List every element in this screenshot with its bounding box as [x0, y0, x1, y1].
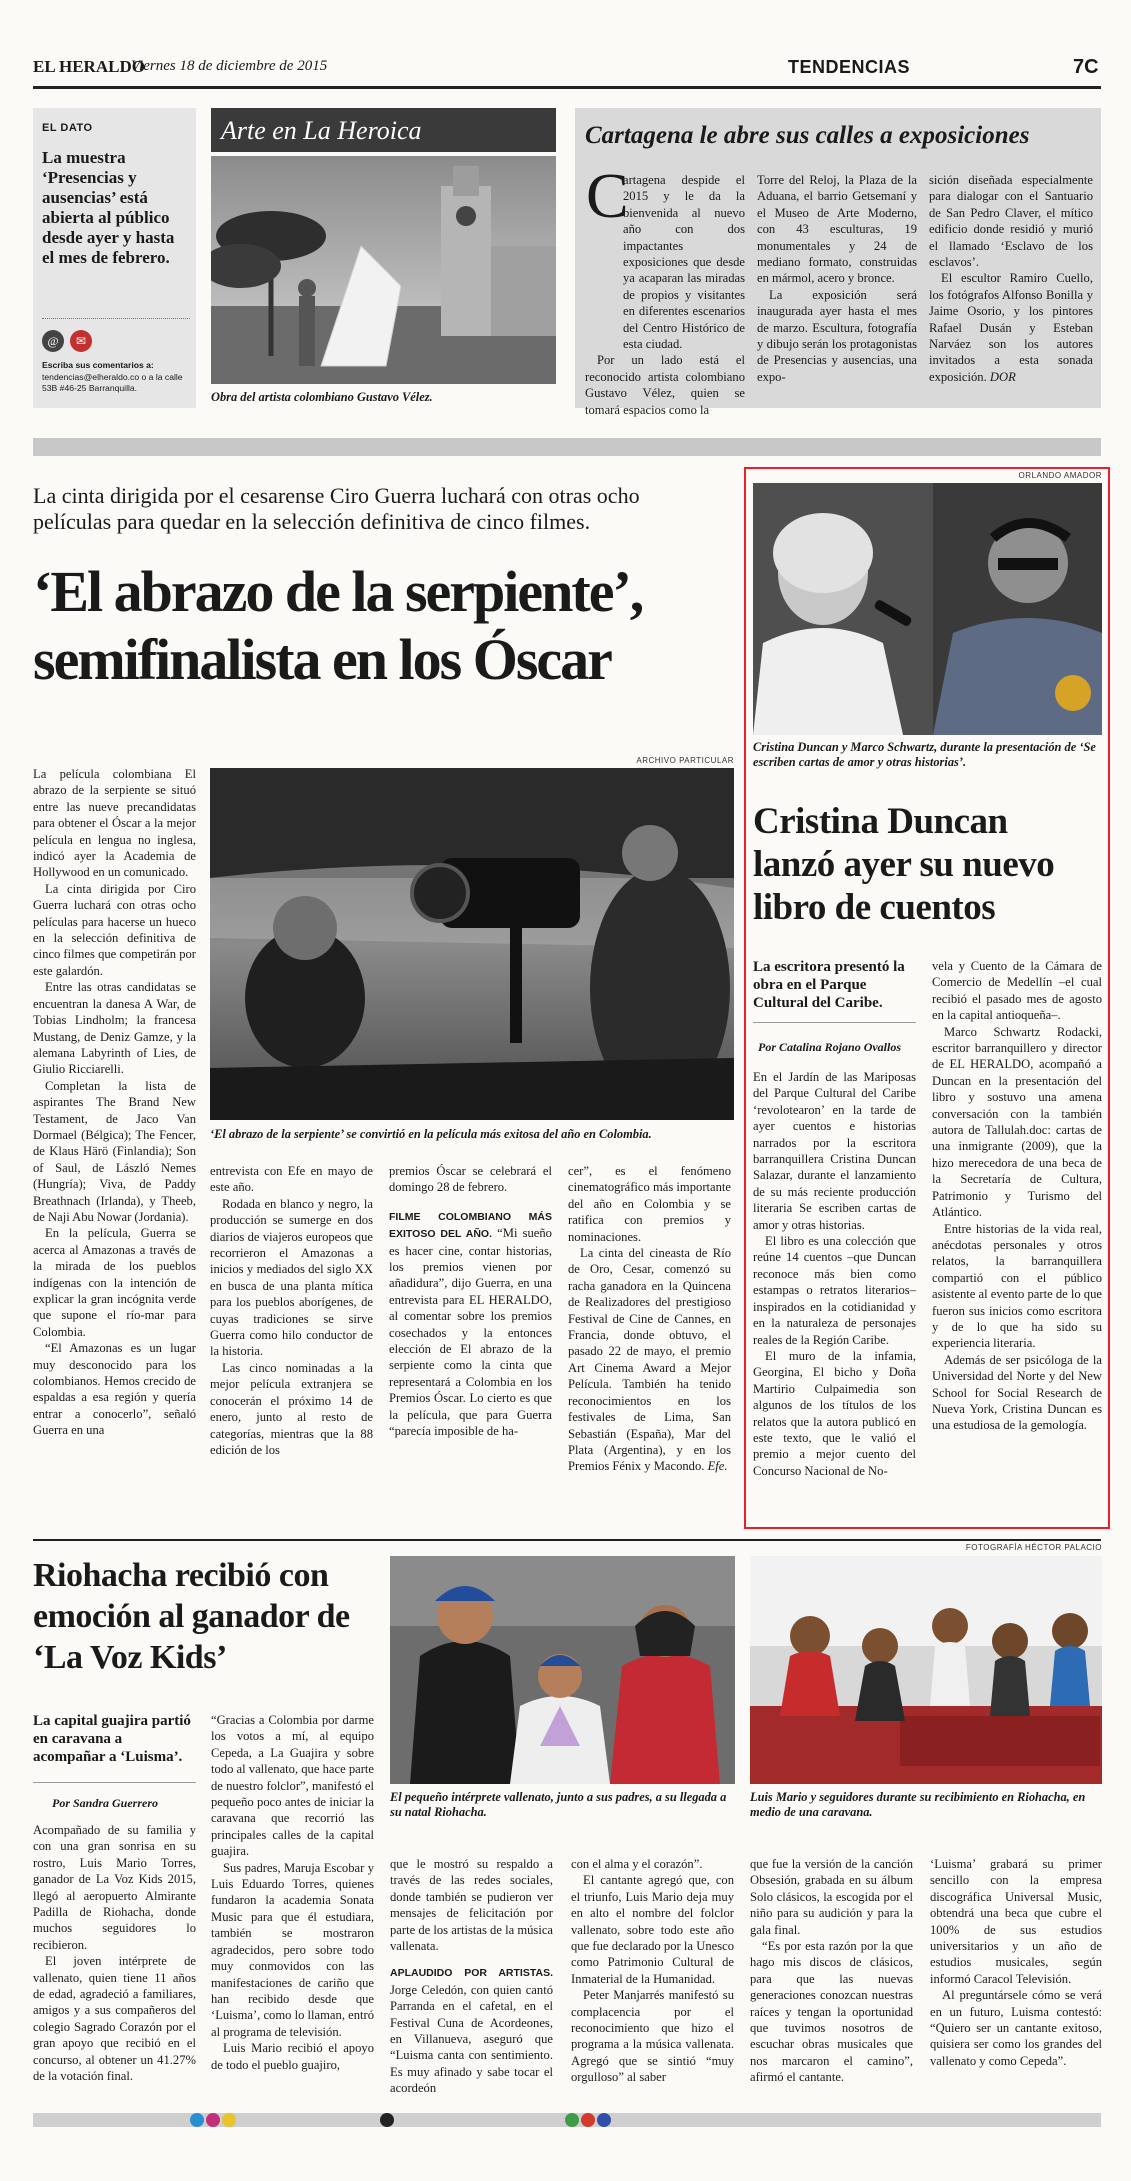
riohacha-photo-2 [750, 1556, 1102, 1784]
register-dot-red [581, 2113, 595, 2127]
cartagena-col2: Torre del Reloj, la Plaza de la Aduana, el barrio Getsemaní y el Museo de Arte Moderno, con 43 esculturas, 19 monumentales y 24 de mediano formato, construidas en mármol, acero y bronce. La exposición será inaugurada ayer hasta el mes de marzo. Escultura, fotografía y dibujo serán los protagonistas de Presencias y ausencias, una expo- [757, 173, 917, 384]
register-dot-cyan [190, 2113, 204, 2127]
arte-banner-title: Arte en La Heroica [221, 116, 422, 145]
abrazo-headline-2: semifinalista en los Óscar [33, 627, 611, 692]
register-dot-green [565, 2113, 579, 2127]
cartagena-col1: artagena despide el 2015 y le da la bienvenida al nuevo año con dos impactantes exposiciones que desde ya acaparan las miradas de propios y visitantes en diferentes escenarios del Centro Histórico de esta ciudad. Por un lado está el reconocido artista colombiano Gustavo Vélez, quien se tomará espacios como la [585, 173, 745, 417]
riohacha-rule [33, 1539, 1101, 1541]
riohacha-byline-rule [33, 1782, 196, 1783]
abrazo-col3: premios Óscar se celebrará el domingo 28 de febrero. FILME COLOMBIANO MÁS EXITOSO DEL AÑO. “Mi sueño es hacer cine, contar historias, los premios vienen por añadidura”, dijo Guerra, en una entrevista para EL HERALDO, al comentar sobre los premios cosechados y la entonces elección de El abrazo de la serpiente como la cinta que representará a Colombia en los Premios Óscar. Lo cierto es que la película, que para Guerra “parecía imposible de ha- [389, 1164, 552, 1439]
cartagena-col3: sición diseñada especialmente para dialogar con el Santuario de San Pedro Claver, el mítico edificio donde residió y murió el llamado ‘Esclavo de los esclavos’. El escultor Ramiro Cuello, los fotógrafos Alfonso Bonilla y Jaime Osorio, y los pintores Rafael Dusán y Esteban Narváez son los autores invitados a esta sonada exposición. DOR [929, 173, 1093, 384]
duncan-headline: Cristina Duncan lanzó ayer su nuevo libro de cuentos [753, 801, 1055, 928]
riohacha-sub: La capital guajira partió en caravana a acompañar a ‘Luisma’. [33, 1713, 191, 1765]
riohacha-col1: Acompañado de su familia y con una gran sonrisa en su rostro, Luis Mario Torres, ganador de La Voz Kids 2015, llegó al aeropuerto Almirante Padilla de Riohacha, donde muchos seguidores lo recibieron. El joven intérprete de vallenato, quien tiene 11 años de edad, agradeció a familiares, amigos y a sus compañeros del colegio Sagrado Corazón por el gran apoyo que recibió en el concurso, al obtener un 41.27% de la votación final. [33, 1823, 196, 2084]
twitter-icon[interactable]: @ [42, 330, 64, 352]
cartagena-dropcap: C [586, 160, 629, 231]
duncan-byline-rule [753, 1022, 916, 1023]
arte-caption: Obra del artista colombiano Gustavo Vélez. [211, 390, 433, 404]
abrazo-caption: ‘El abrazo de la serpiente’ se convirtió en la película más exitosa del año en Colombia. [210, 1127, 652, 1141]
el-dato-text: La muestra ‘Presencias y ausencias’ está abierta al público desde ayer y hasta el mes de febrero. [42, 148, 175, 267]
riohacha-caption-2: Luis Mario y seguidores durante su recibimiento en Riohacha, en medio de una caravana. [750, 1790, 1086, 1819]
cartagena-signature: DOR [989, 369, 1016, 384]
comments-label: Escriba sus comentarios a: [42, 360, 154, 370]
riohacha-byline: Por Sandra Guerrero [52, 1796, 159, 1810]
riohacha-col5: que fue la versión de la canción Obsesión, grabada en su álbum Solo clásicos, la escogida por el niño para su audición y para la gala final. “Es por esta razón por la que hago mis discos de clásicos, para que las nuevas generaciones conozcan nuestras raíces y tengan la oportunidad que tuvimos nosotros de escuchar obras musicales que nos marcaron el camino”, afirmó el cantante. [750, 1857, 913, 2085]
duncan-caption: Cristina Duncan y Marco Schwartz, durante la presentación de ‘Se escriben cartas de amor y otras historias’. [753, 740, 1096, 769]
cartagena-title: Cartagena le abre sus calles a exposiciones [585, 122, 1030, 149]
abrazo-photo [210, 768, 734, 1120]
riohacha-headline: Riohacha recibió con emoción al ganador de ‘La Voz Kids’ [33, 1557, 350, 1676]
riohacha-caption-1: El pequeño intérprete vallenato, junto a sus padres, a su llegada a su natal Riohacha. [390, 1790, 727, 1819]
masthead-date: Viernes 18 de diciembre de 2015 [131, 58, 328, 74]
riohacha-col6: ‘Luisma’ grabará su primer sencillo con la empresa discográfica Universal Music, obtendrá una beca que cubre el 100% de sus estudios universitarios y un año de estudios musicales, según informó Caracol Televisión. Al preguntársele cómo se verá en un futuro, Luisma contestó: “Quiero ser un cantante exitoso, quisiera ser como los grandes del vallenato y como Cepeda”. [930, 1857, 1102, 2068]
section-band [33, 438, 1101, 456]
abrazo-kicker: La cinta dirigida por el cesarense Ciro Guerra luchará con otras ocho películas para quedar en la selección definitiva de cinco filmes. [33, 483, 640, 534]
abrazo-col4: cer”, es el fenómeno cinematográfico más importante del año en Colombia y se ratifica con premios y nominaciones. La cinta del cineasta de Río de Oro, Cesar, comenzó su racha ganadora en la Quincena de Realizadores del prestigioso Festival de Cine de Cannes, en Francia, donde obtuvo, el pasado 22 de mayo, el premio Art Cinema Award a Mejor Película. También ha tenido reconocimientos en los festivales de Lima, San Sebastián (España), Mar del Plata (Argentina), y en los Premios Fénix y Macondo. Efe. [568, 1164, 731, 1474]
abrazo-photo-credit: ARCHIVO PARTICULAR [636, 756, 734, 765]
duncan-col2: vela y Cuento de la Cámara de Comercio de Medellín –el cual recibió el pasado mes de agosto en la capital antioqueña–. Marco Schwartz Rodacki, escritor barranquillero y director de EL HERALDO, acompañó a Duncan en la presentación del libro y sostuvo una amena conversación con la también autora de Tallulah.doc: cartas de una inmigrante (2009), que la hizo merecedora de una beca de la Secretaría de Cultura, Patrimonio y Turismo del Atlántico. Entre historias de la vida real, anécdotas personales y otros relatos, la barranquillera compartió con el público asistente al evento parte de lo que fueron sus inicios como escritora y de lo que ha sido su experiencia literaria. Además de ser psicóloga de la Universidad del Norte y del New School for Social Research de Nueva York, Cristina Duncan es una estudiosa de la gemología. [932, 959, 1102, 1433]
duncan-col1: En el Jardín de las Mariposas del Parque Cultural del Caribe ‘revolotearon’ en la tarde de ayer cuentos e historias narrados por la escritora barranquillera Cristina Duncan Salazar, durante el lanzamiento de su más reciente producción literaria Se escriben cartas de amor y otras historias. El libro es una colección que reúne 14 cuentos –que Duncan reconoce más bien como estampas o retratos literarios– inspirados en la cotidianidad y en la naturaleza de personajes reales de la Región Caribe. El muro de la infamia, Georgina, El bicho y Doña Martirio Culpaimedia son algunos de los títulos de los relatos que la autora publicó en este texto, que le valió el premio a mejor cuento del Concurso Nacional de No- [753, 1070, 916, 1478]
arte-photo [211, 156, 556, 384]
el-dato-divider [42, 318, 190, 319]
masthead-paper: EL HERALDO [33, 57, 145, 76]
duncan-byline: Por Catalina Rojano Ovallos [758, 1040, 902, 1054]
riohacha-subhead: APLAUDIDO POR ARTISTAS. [390, 1967, 553, 1980]
abrazo-col1: La película colombiana El abrazo de la serpiente se situó entre las nueve precandidatas para obtener el Óscar a la mejor película en lengua no inglesa, indicó ayer la Academia de Hollywood en un comunicado. La cinta dirigida por Ciro Guerra luchará con otras ocho películas para hacerse un hueco en la selección definitiva de cinco filmes que competirán por este galardón. Entre las otras candidatas se encuentran la danesa A War, de Tobias Lindholm; la francesa Mustang, de Deniz Gamze, y la alemana Labyrinth of Lies, de Giulio Ricciarelli. Completan la lista de aspirantes The Brand New Testament, de Jaco Van Dormael (Bélgica); The Fencer, de Klaus Härö (Finlandia); Son of Saul, de László Nemes (Hungría); Viva, de Paddy Breathnach (Irlanda), y Theeb, de Naji Abu Nowar (Jordania). En la película, Guerra se acerca al Amazonas a través de la mirada de los pueblos indígenas con la intención de explicar la gran incógnita verde que supone el río-mar para Colombia. “El Amazonas es un lugar muy desconocido para los colombianos. Hemos crecido de espaldas a esa región y quería entrar a conocerlo”, señaló Guerra en una [33, 767, 196, 1438]
header-rule [33, 86, 1101, 89]
abrazo-headline-1: ‘El abrazo de la serpiente’, [33, 559, 643, 624]
email-icon[interactable]: ✉ [70, 330, 92, 352]
duncan-sub: La escritora presentó la obra en el Parque Cultural del Caribe. [753, 959, 905, 1011]
register-dot-yellow [222, 2113, 236, 2127]
riohacha-col4: con el alma y el corazón”. El cantante agregó que, con el triunfo, Luis Mario deja muy en alto el nombre del folclor vallenato, sobre todo este año que fue declarado por la Unesco como Patrimonio Cultural de Inmaterial de la Humanidad. Peter Manjarrés manifestó su complacencia por el reconocimiento que hizo el programa a la música vallenata. Agregó que se sintió “muy orgulloso” al saber [571, 1857, 734, 2085]
abrazo-col2: entrevista con Efe en mayo de este año. Rodada en blanco y negro, la producción se sumerge en dos diarios de viajeros europeos que recorrieron el Amazonas a inicios y mediados del siglo XX en busca de una planta mítica para los pueblos aborígenes, de cuyas tradiciones se sirve Guerra como hilo conductor de la historia. Las cinco nominadas a la mejor película extranjera se conocerán el próximo 14 de enero, junto al resto de categorías, mientras que la 88 edición de los [210, 1164, 373, 1457]
el-dato-label: EL DATO [42, 122, 93, 134]
page-number: 7C [1073, 56, 1099, 78]
register-dot-magenta [206, 2113, 220, 2127]
register-dot-black [380, 2113, 394, 2127]
duncan-photo-credit: ORLANDO AMADOR [1018, 471, 1102, 480]
riohacha-photo-1 [390, 1556, 735, 1784]
comments-contact: tendencias@elheraldo.co o a la calle 53B #46-25 Barranquilla. [42, 372, 183, 393]
riohacha-col3: que le mostró su respaldo a través de las redes sociales, donde también se pudieron ver mensajes de felicitación por parte de los artistas de la música vallenata. APLAUDIDO POR ARTISTAS. Jorge Celedón, con quien cantó Parranda en el cafetal, en el Festival Cuna de Acordeones, en Villanueva, aseguró que “Luisma canta con sentimiento. Es muy afinado y sabe tocar el acordeón [390, 1857, 553, 2096]
riohacha-col2: “Gracias a Colombia por darme los votos a mí, al equipo Cepeda, a La Guajira y sobre todo al vallenato, que hace parte de nuestro folclor”, manifestó el pequeño poco antes de iniciar la caravana que recorrió las principales calles de la capital guajira. Sus padres, Maruja Escobar y Luis Eduardo Torres, quienes fundaron la academia Sonata Music para que él estudiara, también se mostraron agradecidos, pero sobre todo muy conmovidos con las manifestaciones de cariño que han recibido desde que ‘Luisma’, como lo llaman, entró al programa de televisión. Luis Mario recibió el apoyo de todo el pueblo guajiro, [211, 1713, 374, 2072]
riohacha-photo-credit: FOTOGRAFÍA HÉCTOR PALACIO [965, 1543, 1102, 1552]
section-name: TENDENCIAS [788, 57, 911, 77]
abrazo-subhead: FILME COLOMBIANO MÁS EXITOSO DEL AÑO. [389, 1210, 552, 1241]
duncan-photo [753, 483, 1102, 735]
register-dot-blue [597, 2113, 611, 2127]
